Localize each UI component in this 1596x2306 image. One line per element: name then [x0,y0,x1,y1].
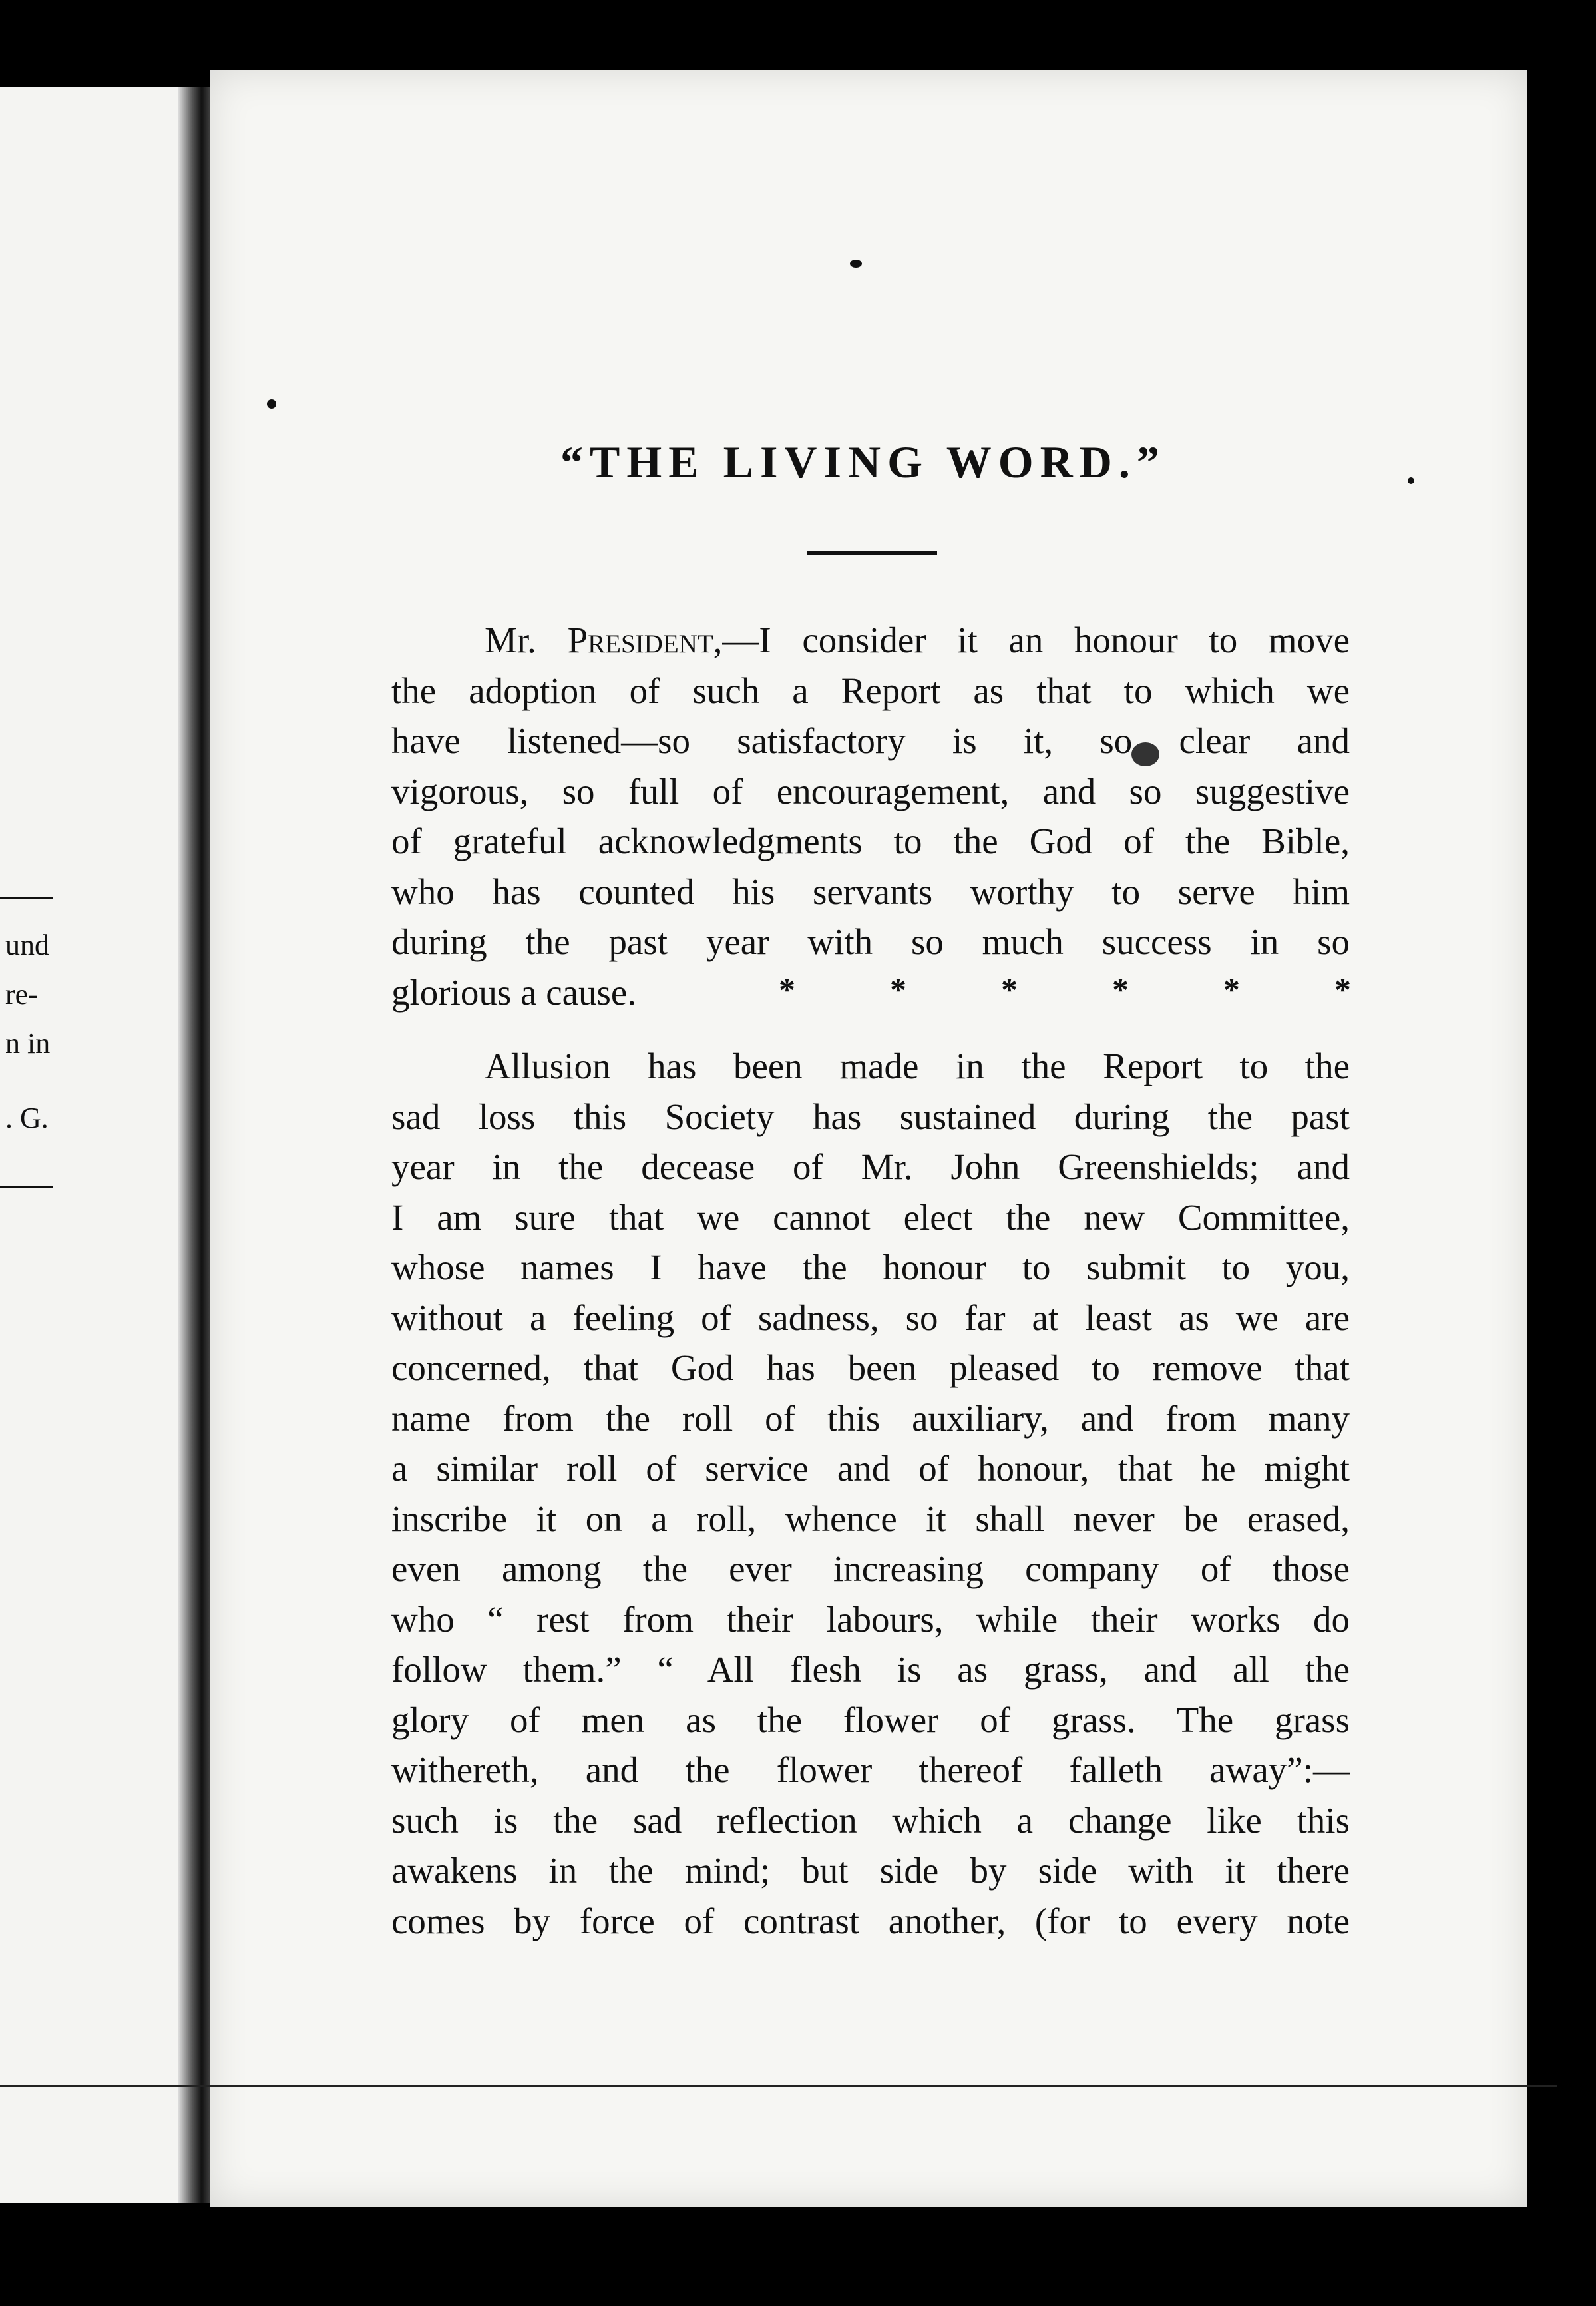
paragraph-line: I am sure that we cannot elect the new Committee, [391,1196,1350,1238]
paragraph-line: comes by force of contrast another, (for to every note [391,1900,1350,1941]
paragraph-line: awakens in the mind; but side by side with it there [391,1850,1350,1891]
paragraph-line: glory of men as the flower of grass. The grass [391,1699,1350,1740]
paragraph-line: year in the decease of Mr. John Greenshields; and [391,1146,1350,1187]
paragraph-line: withereth, and the flower thereof falleth away”:— [391,1749,1350,1790]
paragraph-line: Mr. President,—I consider it an honour to move [485,620,1350,660]
paragraph-line: of grateful acknowledgments to the God of the Bible, [391,821,1350,861]
paragraph-line: sad loss this Society has sustained during the past [391,1096,1350,1137]
fragment-line-3: n in [5,1027,51,1060]
paragraph-line: during the past year with so much success in so [391,921,1350,962]
paragraph-line: who has counted his servants worthy to serve him [391,871,1350,912]
asterisk: * [1334,971,1351,1008]
paragraph-line: concerned, that God has been pleased to remove that [391,1347,1350,1388]
asterisk: * [1001,971,1018,1008]
paragraph-line: the adoption of such a Report as that to which we [391,670,1350,711]
paragraph-line: without a feeling of sadness, so far at least as we are [391,1297,1350,1338]
asterisk: * [1223,971,1240,1008]
bottom-scan-line [0,2085,1557,2087]
paragraph-1 [391,615,1350,1017]
small-caps-word: President [567,620,713,660]
asterisk: * [890,971,906,1008]
paragraph-2 [391,1041,1350,1946]
title-rule [807,551,937,555]
fragment-rule-top [0,897,53,899]
paragraph-line: such is the sad reflection which a change like this [391,1799,1350,1841]
paragraph-line: inscribe it on a roll, whence it shall never be erased, [391,1498,1350,1539]
paragraph-line: a similar roll of service and of honour, that he might [391,1448,1350,1489]
previous-page-fragment [0,87,200,2203]
paragraph-line: follow them.” “ All flesh is as grass, and all the [391,1649,1350,1690]
paragraph-line: who “ rest from their labours, while their works do [391,1598,1350,1640]
page-title: “THE LIVING WORD.” [560,437,1166,487]
fragment-line-4: . G. [5,1102,49,1134]
asterism [779,970,1351,1009]
fragment-line-2: re- [5,978,38,1011]
fragment-rule-bottom [0,1186,53,1188]
ink-speck [1408,477,1414,484]
asterisk: * [779,971,795,1008]
paragraph-line: even among the ever increasing company of those [391,1548,1350,1589]
ink-speck [850,260,862,268]
asterisk: * [1112,971,1129,1008]
paragraph-line: name from the roll of this auxiliary, and from many [391,1397,1350,1439]
paragraph-line: Allusion has been made in the Report to the [485,1046,1350,1086]
paragraph-line: vigorous, so full of encouragement, and so suggestive [391,770,1350,811]
fragment-line-1: und [5,929,49,961]
paragraph-line: have listened—so satisfactory is it, so clear and [391,720,1350,761]
paragraph-line: glorious a cause. [391,971,637,1013]
paragraph-line: whose names I have the honour to submit to you, [391,1247,1350,1287]
ink-speck [267,399,276,409]
